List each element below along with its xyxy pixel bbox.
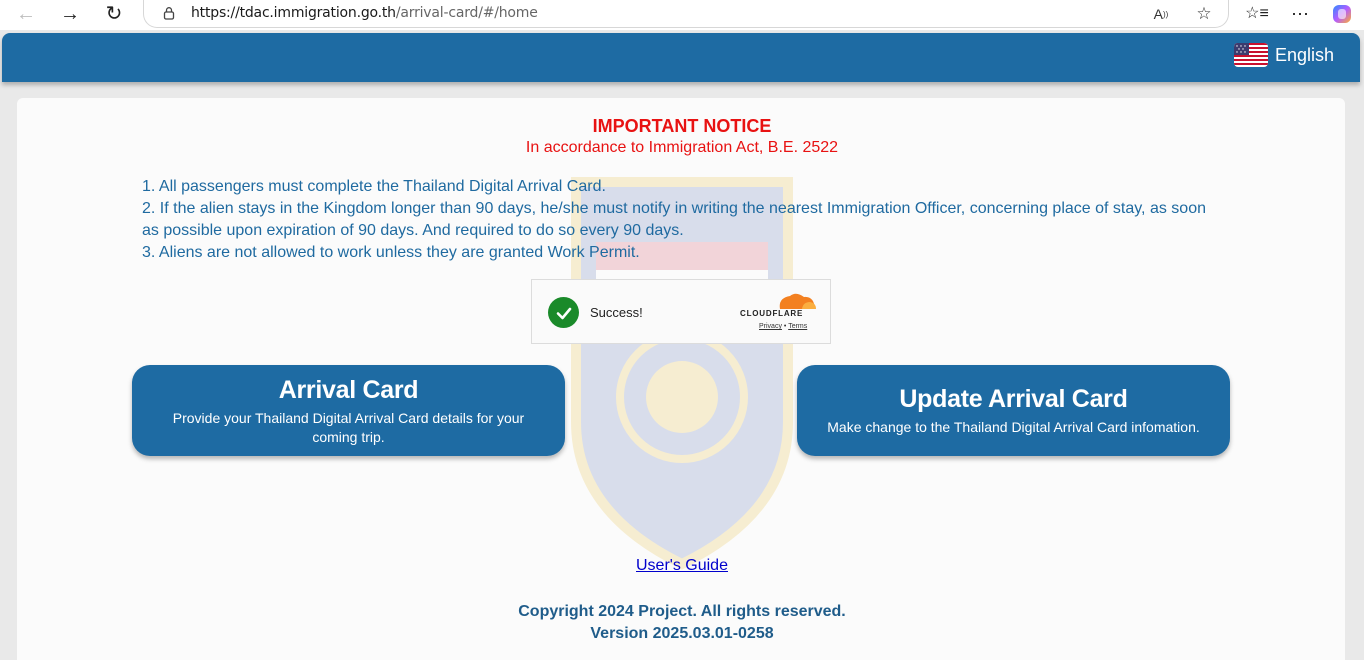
site-header <box>2 33 1360 82</box>
lock-icon <box>162 6 176 20</box>
favorites-list-icon[interactable]: ☆≡ <box>1245 5 1269 22</box>
captcha-status: Success! <box>590 305 643 320</box>
favorite-star-icon[interactable]: ☆ <box>1196 4 1212 23</box>
notice-subtitle: In accordance to Immigration Act, B.E. 2522 <box>525 139 839 156</box>
update-arrival-card-description: Make change to the Thailand Digital Arrival Card infomation. <box>827 419 1200 435</box>
arrival-card-description: Provide your Thailand Digital Arrival Card details for your coming trip. <box>172 409 525 445</box>
link-separator: • <box>783 323 787 330</box>
language-label: English <box>1274 44 1334 65</box>
cloudflare-cloud-icon <box>740 292 818 310</box>
read-aloud-icon[interactable]: A )) <box>1153 6 1169 22</box>
cloudflare-brand: CLOUDFLARE <box>740 309 804 318</box>
notice-list <box>142 176 1222 264</box>
terms-link[interactable]: Terms <box>788 323 808 330</box>
version-text: Version 2025.03.01-0258 <box>590 625 774 642</box>
url-text <box>191 5 538 21</box>
cloudflare-captcha[interactable] <box>531 279 831 344</box>
forward-arrow-icon[interactable]: → <box>60 3 80 25</box>
us-flag-icon <box>1234 43 1268 67</box>
browser-toolbar <box>0 0 1364 30</box>
notice-item: 3. Aliens are not allowed to work unless they are granted Work Permit. <box>142 244 640 261</box>
captcha-links <box>759 323 807 330</box>
refresh-icon[interactable]: ↻ <box>105 3 123 25</box>
update-arrival-card-title: Update Arrival Card <box>899 385 1128 413</box>
url-path: /arrival-card/#/home <box>395 5 538 21</box>
notice-item: 2. If the alien stays in the Kingdom longer than 90 days, he/she must notify in writing the nearest Immigration Officer, concerning place of stay, as soon as possible upon expiration of 90 days. And required to do so every 90 days. <box>142 200 1206 239</box>
copilot-icon[interactable] <box>1328 1 1356 27</box>
more-menu-icon[interactable]: ⋯ <box>1291 4 1309 24</box>
copyright-text: Copyright 2024 Project. All rights reserved. <box>518 603 846 620</box>
notice-item: 1. All passengers must complete the Thailand Digital Arrival Card. <box>142 178 606 195</box>
arrival-card-title: Arrival Card <box>278 375 419 404</box>
users-guide <box>0 557 1364 575</box>
update-arrival-card-button[interactable] <box>797 365 1230 456</box>
language-selector[interactable] <box>1234 43 1334 67</box>
arrival-card-button[interactable] <box>132 365 565 456</box>
privacy-link[interactable]: Privacy <box>759 323 782 330</box>
back-arrow-icon[interactable]: ← <box>16 3 36 25</box>
address-bar[interactable] <box>143 0 1229 28</box>
notice-title: IMPORTANT NOTICE <box>592 116 772 136</box>
success-check-icon <box>548 297 579 328</box>
url-host: https://tdac.immigration.go.th <box>191 5 396 21</box>
users-guide-link[interactable]: User's Guide <box>636 557 728 574</box>
